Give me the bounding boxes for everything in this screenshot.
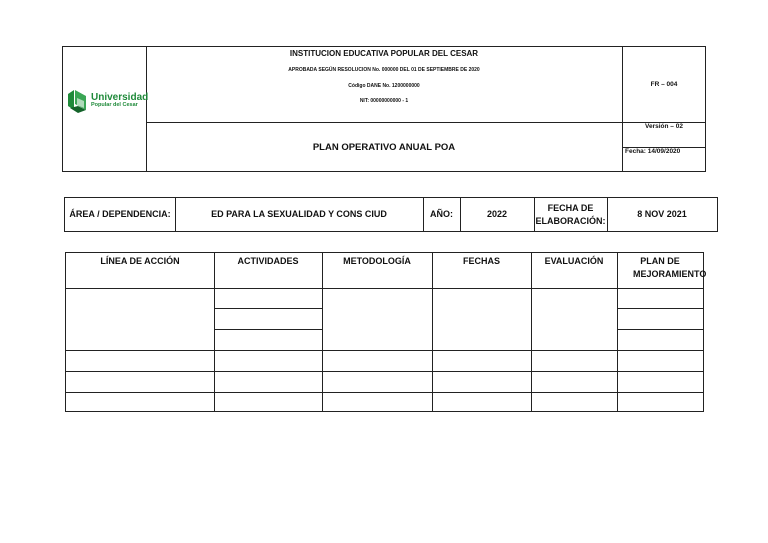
column-header-metodologia: METODOLOGÍA [343,256,411,266]
nit-number: NIT: 00000000000 - 1 [359,98,409,104]
university-logo [66,86,149,116]
column-header-actividades: ACTIVIDADES [237,256,299,266]
version: Versión – 02 [645,123,683,130]
logo-name: Universidad [91,92,149,104]
table-row-divider [617,329,703,330]
column-divider [531,253,532,411]
area-value: ED PARA LA SEXUALIDAD Y CONS CIUD [211,209,387,220]
info-row [64,197,718,232]
form-date: Fecha: 14/09/2020 [625,148,681,155]
year-label: AÑO: [430,209,453,220]
column-header-plan-mejoramiento: PLAN DE MEJORAMIENTO [633,256,707,279]
dane-code: Código DANE No. 1200000000 [348,83,420,89]
plan-title: PLAN OPERATIVO ANUAL POA [312,141,456,153]
logo-subtitle: Popular del Cesar [91,102,138,109]
university-logo-icon [66,88,88,114]
column-divider [432,253,433,411]
approval-resolution: APROBADA SEGÚN RESOLUCION No. 000000 DEL 01 DE SEPTIEMBRE DE 2020 [288,67,480,73]
table-row-divider [214,308,322,309]
column-divider [322,253,323,411]
column-header-evaluacion: EVALUACIÓN [544,256,604,266]
header-row-divider [66,288,703,289]
year-value: 2022 [486,209,508,220]
elaboration-date-value: 8 NOV 2021 [637,209,687,220]
area-label: ÁREA / DEPENDENCIA: [69,209,171,220]
elaboration-date-label: FECHA DE ELABORACIÓN: [535,203,606,226]
column-header-fechas: FECHAS [462,256,500,266]
table-row-divider [66,371,703,372]
form-code: FR – 004 [650,80,678,88]
table-row-divider [66,392,703,393]
column-divider [214,253,215,411]
table-row-divider [66,350,703,351]
column-header-linea-accion: LÍNEA DE ACCIÓN [100,256,180,266]
table-row-divider [214,329,322,330]
institution-name: INSTITUCION EDUCATIVA POPULAR DEL CESAR [289,48,479,58]
table-row-divider [617,308,703,309]
poa-table [65,252,707,412]
